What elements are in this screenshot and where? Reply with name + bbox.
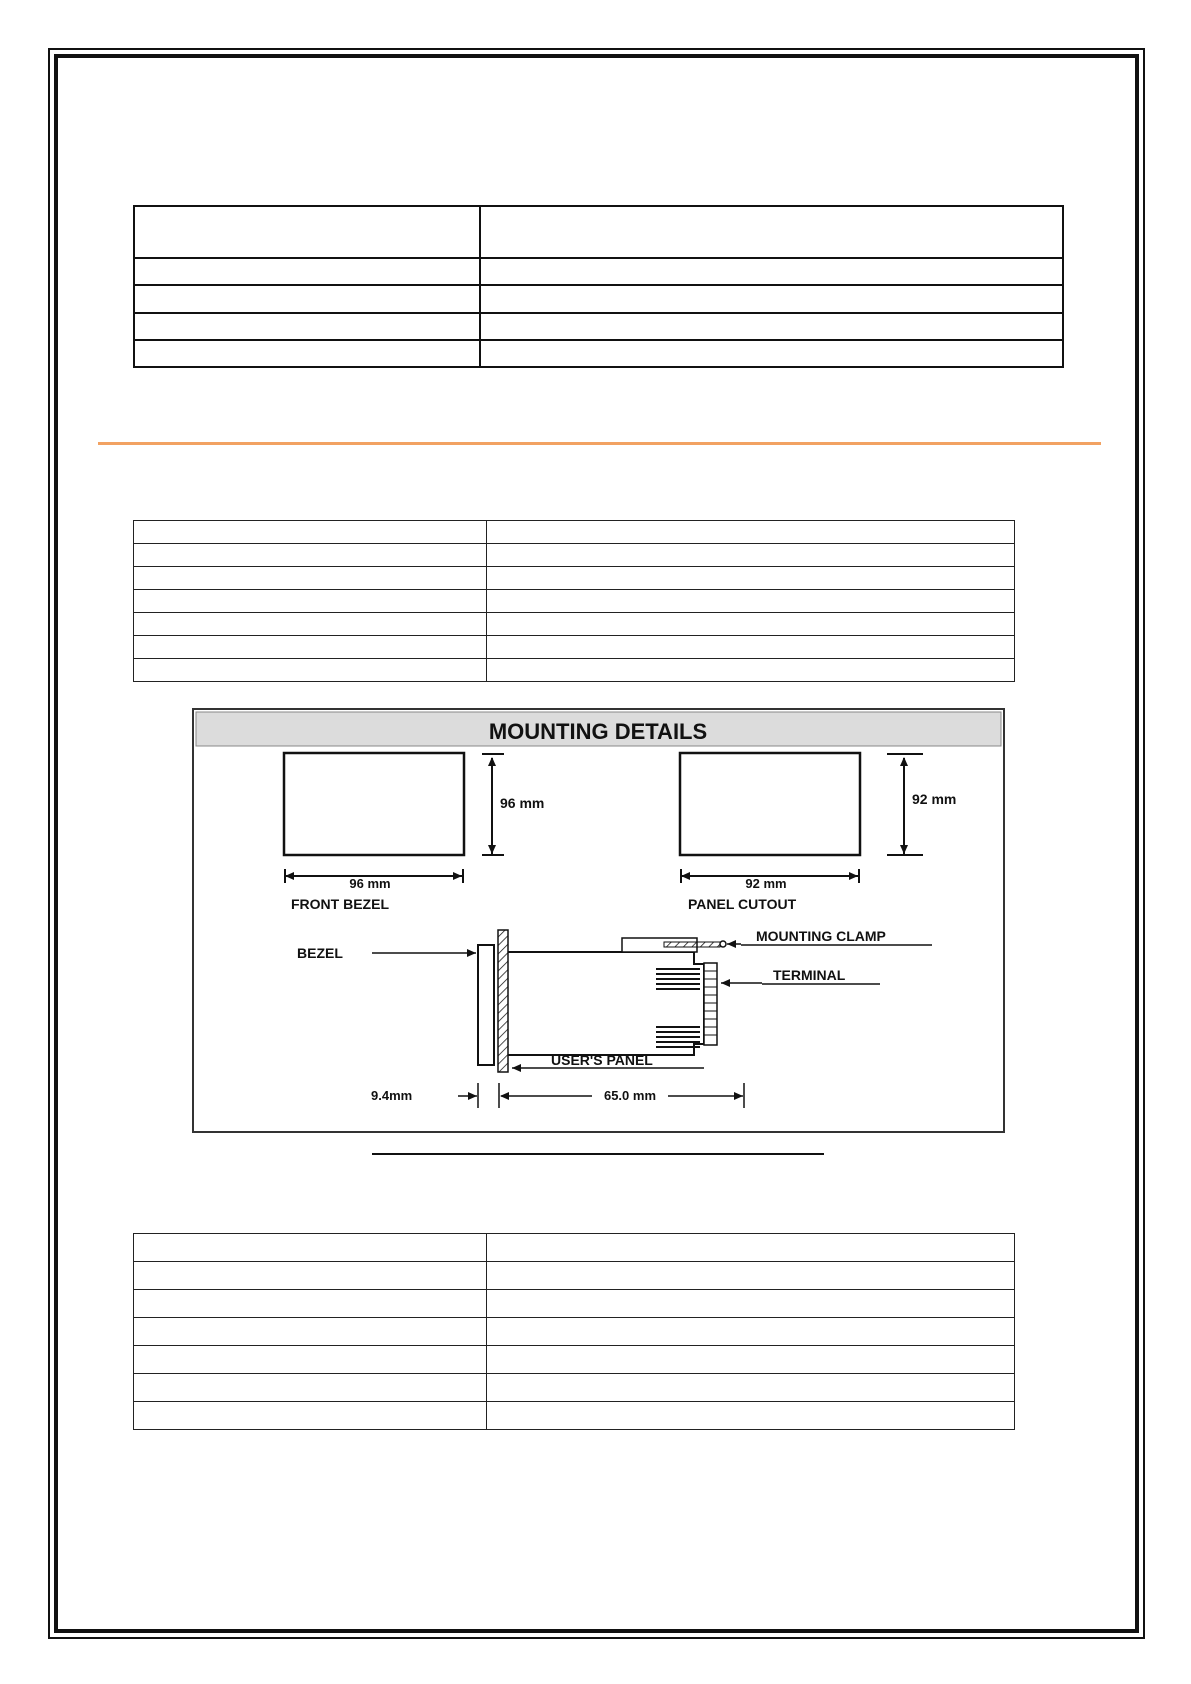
table-cell [487,544,1015,567]
table-cell [134,1346,487,1374]
table-cell [134,636,487,659]
table-row [134,544,1015,567]
table-row [134,1234,1015,1262]
table-row [134,590,1015,613]
users-panel-callout-label: USER'S PANEL [551,1052,653,1068]
table-cell [134,285,480,313]
table-cell [134,340,480,367]
panel-cutout-height-label: 92 mm [912,791,957,807]
table-row [134,1402,1015,1430]
table-row [134,1346,1015,1374]
vent-slot [656,978,700,980]
terminal-callout-label: TERMINAL [773,967,846,983]
table-cell [134,206,480,258]
table-row [134,636,1015,659]
table-row [134,1374,1015,1402]
table-cell [487,1234,1015,1262]
table-cell [134,1290,487,1318]
clamp-screw-head [720,941,726,947]
table-cell [134,544,487,567]
body-depth-label: 65.0 mm [603,1088,657,1103]
section-divider [98,442,1101,445]
mounting-clamp-callout-label: MOUNTING CLAMP [756,928,886,944]
table-row [134,659,1015,682]
front-bezel-width-label: 96 mm [349,876,391,891]
users-panel-side-view [498,930,508,1072]
table-row [134,258,1063,285]
vent-slot [656,1026,700,1028]
table-cell [480,258,1063,285]
table-cell [487,613,1015,636]
figure-title: MOUNTING DETAILS [488,719,708,744]
table-cell [134,313,480,340]
table-row [134,206,1063,258]
table-3 [133,1233,1015,1430]
table-row [134,567,1015,590]
table-cell [480,206,1063,258]
table-cell [134,613,487,636]
mounting-details-figure [192,708,1005,1133]
table-cell [134,1262,487,1290]
vent-slot [656,1036,700,1038]
table-2 [133,520,1015,682]
front-bezel-height-label: 96 mm [500,795,545,811]
table-cell [134,258,480,285]
table-cell [134,567,487,590]
table-cell [487,1290,1015,1318]
table-cell [134,1402,487,1430]
vent-slot [656,983,700,985]
panel-cutout-width-label: 92 mm [745,876,787,891]
table-cell [134,1234,487,1262]
vent-slot [656,968,700,970]
front-bezel-label: FRONT BEZEL [291,896,389,912]
terminal-block [704,963,717,1045]
table-cell [487,1402,1015,1430]
panel-cutout-label: PANEL CUTOUT [688,896,797,912]
table-cell [487,636,1015,659]
vent-slot [656,1031,700,1033]
table-cell [480,340,1063,367]
vent-slot [656,973,700,975]
table-cell [487,521,1015,544]
clamp-screw [664,942,720,947]
vent-slot [656,1041,700,1043]
bezel-depth-label: 9.4mm [371,1088,413,1103]
table-1 [133,205,1064,368]
vent-slot [656,1046,700,1048]
table-cell [487,1262,1015,1290]
table-row [134,613,1015,636]
bezel-side-view [478,945,494,1065]
table-cell [487,659,1015,682]
table-row [134,313,1063,340]
table-row [134,521,1015,544]
table-row [134,285,1063,313]
table-cell [487,567,1015,590]
table-row [134,1262,1015,1290]
table-cell [487,1346,1015,1374]
vent-slot [656,988,700,990]
table-cell [487,1374,1015,1402]
figure-caption-underline [372,1153,824,1155]
table-cell [134,1318,487,1346]
table-cell [487,1318,1015,1346]
bezel-callout-label: BEZEL [297,945,343,961]
table-cell [487,590,1015,613]
table-cell [134,1374,487,1402]
table-cell [134,659,487,682]
table-row [134,1318,1015,1346]
table-cell [134,521,487,544]
table-row [134,1290,1015,1318]
table-cell [480,313,1063,340]
table-cell [134,590,487,613]
table-cell [480,285,1063,313]
table-row [134,340,1063,367]
